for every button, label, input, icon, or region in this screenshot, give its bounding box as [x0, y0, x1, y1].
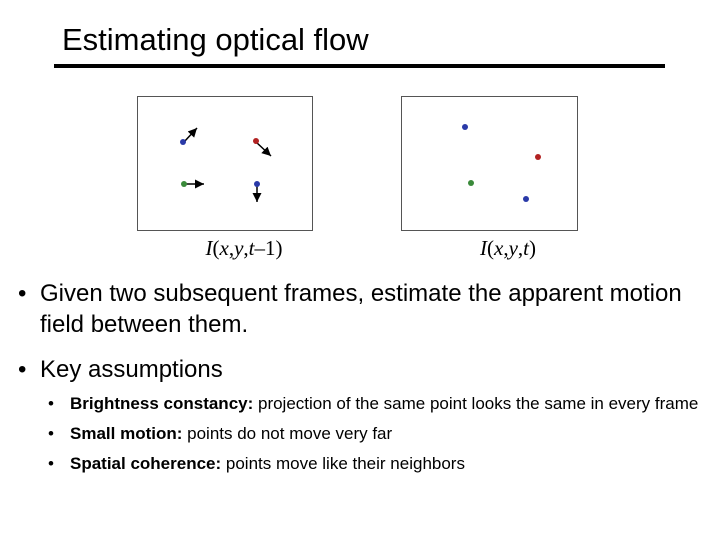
sub-bullet-text: Small motion: points do not move very far [70, 424, 393, 443]
point-blue-1-moved [462, 124, 468, 130]
point-red [253, 138, 259, 144]
sub-bullet-term: Brightness constancy: [70, 394, 254, 413]
frame-current-caption: I(x,y,t) [480, 236, 536, 260]
bullet-glyph: • [18, 356, 27, 383]
title-underline [54, 64, 665, 68]
bullet-item [18, 354, 708, 385]
sub-bullet-item [48, 423, 708, 445]
frame-current-canvas [402, 97, 577, 230]
bullet-glyph: • [18, 280, 27, 307]
sub-bullet-term: Spatial coherence: [70, 454, 222, 473]
bullet-text: Key assumptions [40, 356, 223, 383]
point-red-moved [535, 154, 541, 160]
sub-bullet-item [48, 453, 708, 475]
bullet-text: Given two subsequent frames, estimate the apparent motion field between them. [40, 280, 682, 338]
bullet-list [18, 278, 708, 483]
sub-bullet-text: Brightness constancy: projection of the same point looks the same in every frame [70, 394, 699, 413]
slide-title: Estimating optical flow [62, 22, 369, 57]
frame-previous [137, 96, 313, 231]
frame-previous-caption: I(x,y,t–1) [205, 236, 283, 260]
frame-current [401, 96, 578, 231]
bullet-glyph: • [48, 454, 54, 473]
sub-bullet-item [48, 393, 708, 415]
flow-arrow-red [256, 142, 271, 156]
bullet-item [18, 278, 708, 340]
point-green-moved [468, 180, 474, 186]
point-blue-2-moved [523, 196, 529, 202]
frame-previous-canvas [138, 97, 312, 230]
sub-bullet-term: Small motion: [70, 424, 183, 443]
sub-bullet-list [48, 393, 708, 475]
point-blue-2 [254, 181, 260, 187]
point-green [181, 181, 187, 187]
bullet-glyph: • [48, 424, 54, 443]
flow-arrow-blue-1 [184, 128, 197, 142]
bullet-glyph: • [48, 394, 54, 413]
point-blue-1 [180, 139, 186, 145]
sub-bullet-text: Spatial coherence: points move like their neighbors [70, 454, 465, 473]
